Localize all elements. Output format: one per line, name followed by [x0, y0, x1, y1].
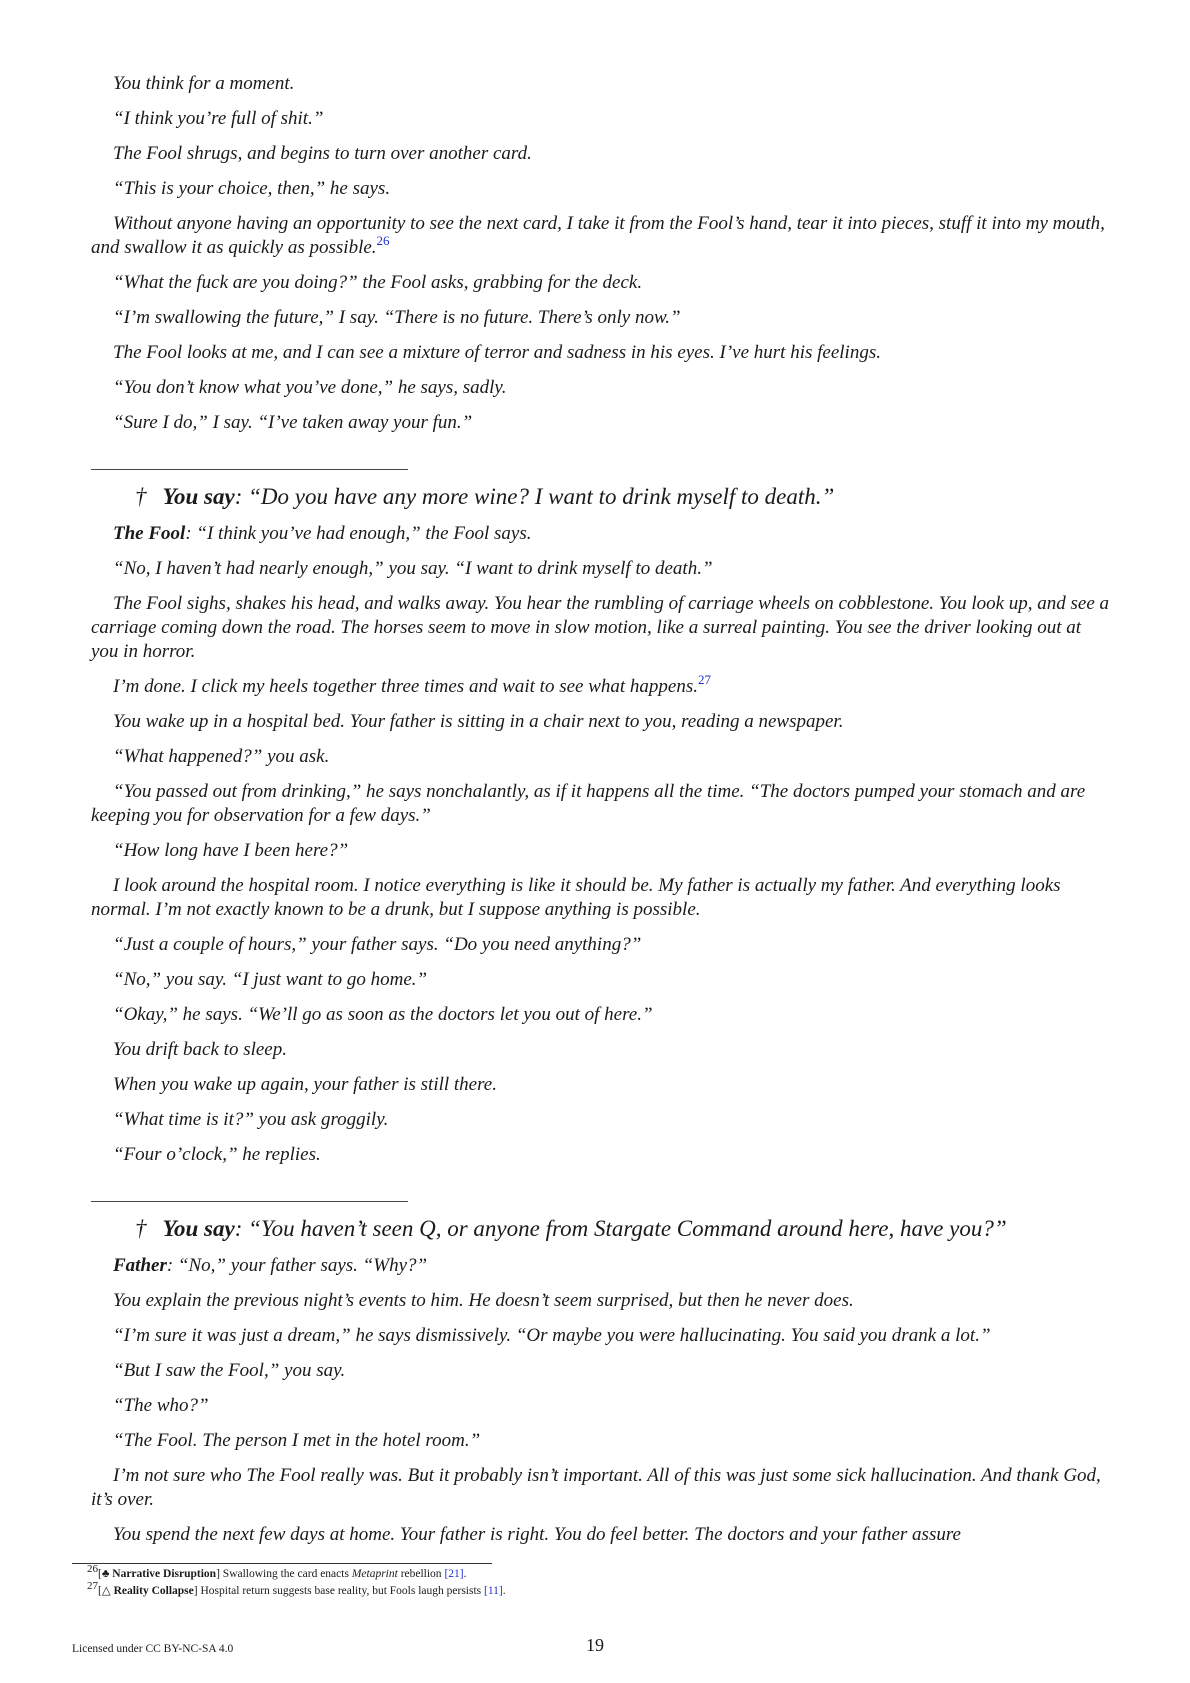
footnote-rule: [72, 1563, 492, 1564]
paragraph: “Sure I do,” I say. “I’ve taken away your fun.”: [113, 412, 473, 433]
dialogue-text: : “I think you’ve had enough,” the Fool says.: [185, 523, 532, 544]
section-divider: [91, 1201, 408, 1202]
body-text: [91, 72, 1111, 1558]
paragraph-text: I’m done. I click my heels together three times and wait to see what happens.: [113, 676, 698, 697]
citation-link[interactable]: [11]: [484, 1585, 503, 1597]
paragraph: “I think you’re full of shit.”: [113, 108, 324, 129]
dagger-mark: †: [135, 484, 147, 509]
footnote-number: 26: [87, 1563, 98, 1575]
dialogue-line: [91, 522, 1111, 546]
choice-heading: [91, 482, 1111, 512]
paragraph-text: Without anyone having an opportunity to see the next card, I take it from the Fool’s hand, tear it into pieces, stuff it into my mouth, and swallow it as quickly as possible.: [91, 213, 1105, 258]
paragraph: “I’m sure it was just a dream,” he says dismissively. “Or maybe you were hallucinating. You said you drank a lot.”: [113, 1325, 991, 1346]
paragraph: When you wake up again, your father is still there.: [113, 1074, 497, 1095]
choice-text: : “Do you have any more wine? I want to drink myself to death.”: [234, 484, 835, 509]
footnote-ref-26[interactable]: 26: [376, 233, 390, 248]
footnote-text: rebellion: [397, 1568, 445, 1580]
paragraph: “No, I haven’t had nearly enough,” you say. “I want to drink myself to death.”: [113, 558, 713, 579]
paragraph: I’m not sure who The Fool really was. But it probably isn’t important. All of this was just some sick hallucination. And thank God, it’s over.: [91, 1465, 1101, 1510]
paragraph: “What the fuck are you doing?” the Fool asks, grabbing for the deck.: [113, 272, 643, 293]
paragraph: “No,” you say. “I just want to go home.”: [113, 969, 428, 990]
citation-link[interactable]: [21]: [444, 1568, 464, 1580]
dialogue-line: [91, 1254, 1111, 1278]
footnote-ref-27[interactable]: 27: [698, 672, 711, 687]
paragraph: “What time is it?” you ask groggily.: [113, 1109, 389, 1130]
paragraph: “Okay,” he says. “We’ll go as soon as the doctors let you out of here.”: [113, 1004, 653, 1025]
paragraph: [91, 672, 1111, 699]
paragraph: [91, 212, 1111, 260]
section-divider: [91, 469, 408, 470]
paragraph: The Fool sighs, shakes his head, and walks away. You hear the rumbling of carriage wheels on cobblestone. You look up, and see a carriage coming down the road. The horses seem to move in slow motion, like a surreal painting. You see the driver looking out at you in horror.: [91, 593, 1110, 662]
paragraph: “How long have I been here?”: [113, 840, 349, 861]
club-icon: ♣: [101, 1568, 110, 1580]
paragraph: “The Fool. The person I met in the hotel room.”: [113, 1430, 481, 1451]
choice-speaker: You say: [162, 1216, 235, 1241]
triangle-icon: △: [101, 1585, 111, 1597]
footnote-text: Hospital return suggests base reality, but Fools laugh persists: [197, 1585, 485, 1597]
paragraph: “The who?”: [113, 1395, 209, 1416]
paragraph: The Fool looks at me, and I can see a mixture of terror and sadness in his eyes. I’ve hurt his feelings.: [113, 342, 881, 363]
paragraph: The Fool shrugs, and begins to turn over another card.: [113, 143, 532, 164]
paragraph: “I’m swallowing the future,” I say. “There is no future. There’s only now.”: [113, 307, 681, 328]
paragraph: You wake up in a hospital bed. Your father is sitting in a chair next to you, reading a newspaper.: [113, 711, 844, 732]
paragraph: “You passed out from drinking,” he says nonchalantly, as if it happens all the time. “The doctors pumped your stomach and are keeping you for observation for a few days.”: [91, 781, 1086, 826]
choice-heading: [91, 1214, 1111, 1244]
footnote-end: .: [463, 1568, 467, 1580]
speaker-name: The Fool: [113, 523, 186, 544]
footnote-emphasis: Metaprint: [351, 1568, 398, 1580]
paragraph: “What happened?” you ask.: [113, 746, 330, 767]
footnote-end: .: [502, 1585, 506, 1597]
paragraph: “Four o’clock,” he replies.: [113, 1144, 321, 1165]
footnote-27: $^{27}$[△ Reality Collapse] Hospital return suggests base reality, but Fools laugh persists [11].: [87, 1580, 506, 1597]
paragraph: I look around the hospital room. I notice everything is like it should be. My father is actually my father. And everything looks normal. I’m not exactly known to be a drunk, but I suppose anything is possible.: [91, 875, 1061, 920]
paragraph: You spend the next few days at home. Your father is right. You do feel better. The doctors and your father assure: [113, 1524, 961, 1545]
paragraph: “You don’t know what you’ve done,” he says, sadly.: [113, 377, 507, 398]
footnote-text: Swallowing the card enacts: [219, 1568, 352, 1580]
paragraph: “But I saw the Fool,” you say.: [113, 1360, 346, 1381]
paragraph: You explain the previous night’s events to him. He doesn’t seem surprised, but then he never does.: [113, 1290, 854, 1311]
paragraph: “Just a couple of hours,” your father says. “Do you need anything?”: [113, 934, 642, 955]
speaker-name: Father: [113, 1255, 167, 1276]
paragraph: You think for a moment.: [113, 73, 295, 94]
choice-text: : “You haven’t seen Q, or anyone from Stargate Command around here, have you?”: [234, 1216, 1007, 1241]
dagger-mark: †: [135, 1216, 147, 1241]
paragraph: “This is your choice, then,” he says.: [113, 178, 391, 199]
dialogue-text: : “No,” your father says. “Why?”: [166, 1255, 428, 1276]
footnote-number: 27: [87, 1580, 98, 1592]
footnotes: [87, 1563, 1087, 1600]
footnote-tag: Reality Collapse: [113, 1585, 194, 1597]
footnote-tag: Narrative Disruption: [112, 1568, 217, 1580]
license-text: Licensed under CC BY-NC-SA 4.0: [72, 1643, 234, 1655]
paragraph: You drift back to sleep.: [113, 1039, 287, 1060]
page-number: 19: [586, 1635, 604, 1655]
choice-speaker: You say: [162, 484, 235, 509]
footnote-26: $^{26}$[♣ Narrative Disruption] Swallowing the card enacts Metaprint rebellion [21].: [87, 1563, 467, 1580]
